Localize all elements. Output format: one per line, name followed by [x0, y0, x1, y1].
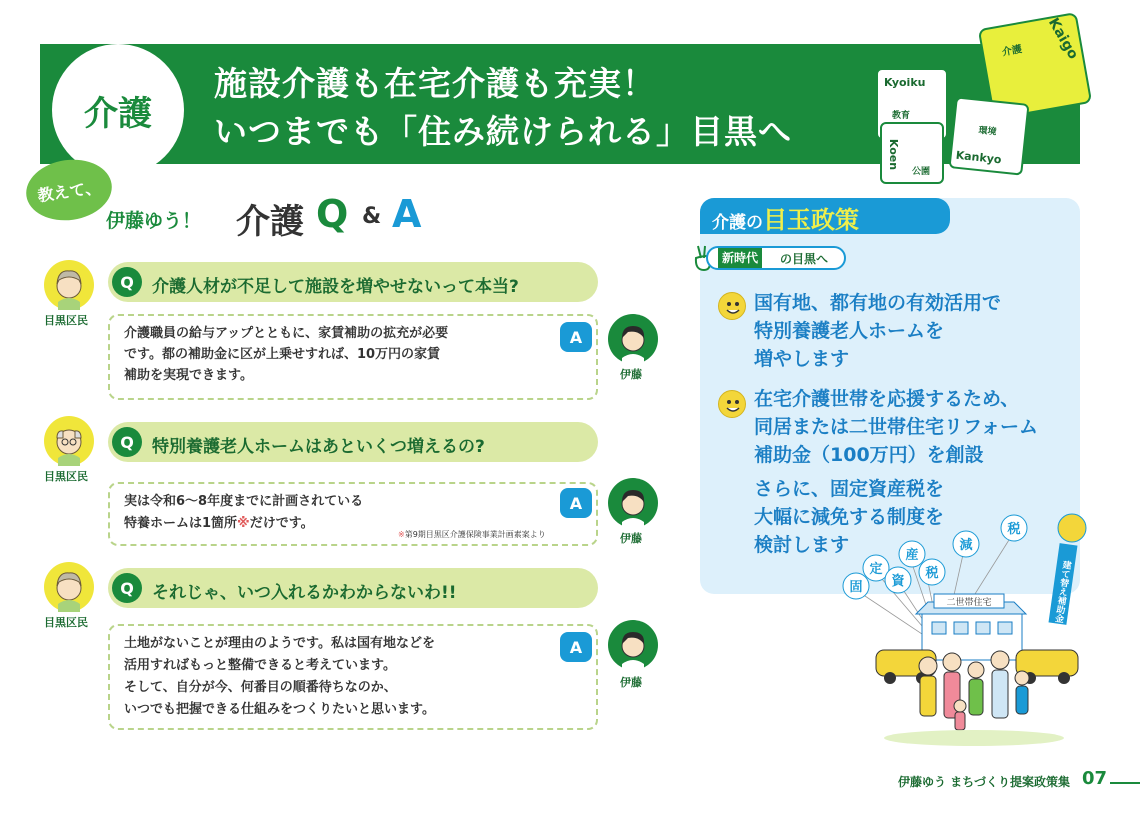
footnote-mark: ※ — [398, 530, 405, 539]
balloon-char: 税 — [925, 566, 939, 581]
puzzle-koen-en: Koen — [887, 138, 901, 171]
house-sign: 二世帯住宅 — [946, 598, 992, 608]
answer-segment: 特養ホームは1箇所 — [124, 516, 238, 531]
qa-title-amp: & — [362, 204, 382, 229]
footnote-ref: ※ — [237, 516, 250, 531]
puzzle-piece-kankyo — [948, 96, 1029, 175]
qa-title-q: Q — [316, 192, 349, 236]
footer-text: 伊藤ゆう まちづくり提案政策集 — [898, 775, 1071, 789]
resident-avatar — [44, 260, 94, 310]
policy-item1-line: 特別養護老人ホームを — [754, 320, 945, 342]
policy-item2-line: 在宅介護世帯を応援するため、 — [754, 388, 1020, 410]
policy-item1-line: 国有地、都有地の有効活用で — [754, 292, 1002, 314]
question-text: それじゃ、いつ入れるかわからないわ!! — [152, 583, 457, 603]
qa-title-a: A — [392, 192, 422, 236]
page-title-line1: 施設介護も在宅介護も充実！ — [214, 64, 656, 103]
footer-rule — [1110, 782, 1140, 784]
balloon-char: 産 — [905, 548, 919, 563]
policy-item2-line: 大幅に減免する制度を — [754, 506, 945, 528]
ito-avatar — [608, 620, 658, 670]
smile-icon — [718, 390, 746, 418]
man-face-icon — [608, 478, 658, 528]
asker-label: 目黒区民 — [44, 616, 88, 629]
page-number: 07 — [1082, 768, 1108, 789]
resident-avatar — [44, 562, 94, 612]
policy-item2-line: さらに、固定資産税を — [754, 478, 945, 500]
answer-line: 補助を実現できます。 — [124, 368, 253, 383]
a-badge: A — [560, 632, 592, 662]
answer-line-2 — [124, 514, 314, 534]
puzzle-kankyo-en: Kankyo — [955, 148, 1003, 167]
policy-title-kaigo: 介護 — [712, 213, 746, 233]
man-face-icon — [608, 314, 658, 364]
footnote-text: 第9期目黒区介護保険事業計画素案より — [404, 530, 546, 539]
a-badge: A — [560, 322, 592, 352]
policy-item2-line: 補助金（100万円）を創設 — [754, 444, 984, 466]
puzzle-kaigo-jp: 介護 — [1001, 44, 1023, 59]
answer-line: いつでも把握できる仕組みをつくりたいと思います。 — [124, 702, 435, 717]
q-badge: Q — [112, 427, 142, 457]
puzzle-koen-jp: 公園 — [912, 167, 931, 177]
old-man-face-icon — [44, 416, 94, 466]
answer-line: 活用すればもっと整備できると考えています。 — [124, 658, 396, 673]
oshiete-label: 教えて、 — [36, 177, 102, 205]
resident-avatar — [44, 416, 94, 466]
page-title-line2: いつまでも「住み続けられる」目黒へ — [214, 112, 792, 151]
footnote — [398, 529, 546, 540]
q-badge: Q — [112, 573, 142, 603]
policy-title — [712, 200, 859, 235]
answer-line: 実は令和6～8年度までに計画されている — [124, 494, 364, 509]
smile-icon — [718, 292, 746, 320]
answer-line: 介護職員の給与アップとともに、家賃補助の拡充が必要 — [124, 326, 449, 341]
answerer-label: 伊藤 — [620, 532, 642, 545]
q-badge: Q — [112, 267, 142, 297]
answer-line: そして、自分が今、何番目の順番待ちなのか、 — [124, 680, 397, 695]
ito-avatar — [608, 314, 658, 364]
question-text: 介護人材が不足して施設を増やせないって本当? — [152, 277, 519, 297]
woman-face-icon — [44, 562, 94, 612]
answerer-label: 伊藤 — [620, 676, 642, 689]
puzzle-piece-koen — [880, 122, 944, 184]
puzzle-kyoiku-jp: 教育 — [892, 111, 911, 121]
policy-title-main: 目玉政策 — [763, 206, 859, 234]
balloon-char: 資 — [891, 574, 905, 589]
question-text: 特別養護老人ホームはあといくつ増えるの? — [152, 437, 485, 457]
balloon-char: 固 — [849, 580, 863, 595]
shinjidai-highlight: 新時代 — [718, 248, 762, 268]
policy-title-no: の — [746, 213, 763, 233]
answer-line: です。都の補助金に区が上乗せすれば、10万円の家賃 — [124, 347, 441, 362]
category-badge — [52, 44, 184, 176]
woman-face-icon — [44, 260, 94, 310]
qa-title-main: 介護 — [236, 202, 304, 242]
puzzle-kaigo-en: Kaigo — [1044, 15, 1082, 63]
banner-text: 建て替え補助金 — [1052, 559, 1072, 624]
balloon-char: 減 — [959, 538, 973, 553]
policy-item1-line: 増やします — [754, 348, 850, 370]
answer-segment: だけです。 — [249, 516, 314, 531]
answer-line: 土地がないことが理由のようです。私は国有地などを — [124, 636, 435, 651]
puzzle-kankyo-jp: 環境 — [977, 125, 997, 138]
puzzle-kyoiku-en: Kyoiku — [884, 76, 926, 89]
balloon-char: 定 — [869, 562, 883, 577]
category-label: 介護 — [84, 93, 152, 134]
asker-label: 目黒区民 — [44, 314, 88, 327]
shinjidai-text: の目黒へ — [780, 252, 829, 266]
policy-item2-line: 検討します — [754, 534, 850, 556]
ito-avatar — [608, 478, 658, 528]
asker-label: 目黒区民 — [44, 470, 88, 483]
balloon-char: 税 — [1007, 522, 1021, 537]
policy-item2-line: 同居または二世帯住宅リフォーム — [754, 416, 1039, 438]
man-face-icon — [608, 620, 658, 670]
answerer-label: 伊藤 — [620, 368, 642, 381]
qa-title-prefix: 伊藤ゆう！ — [106, 210, 202, 232]
a-badge: A — [560, 488, 592, 518]
family-house-illustration — [836, 510, 1090, 756]
